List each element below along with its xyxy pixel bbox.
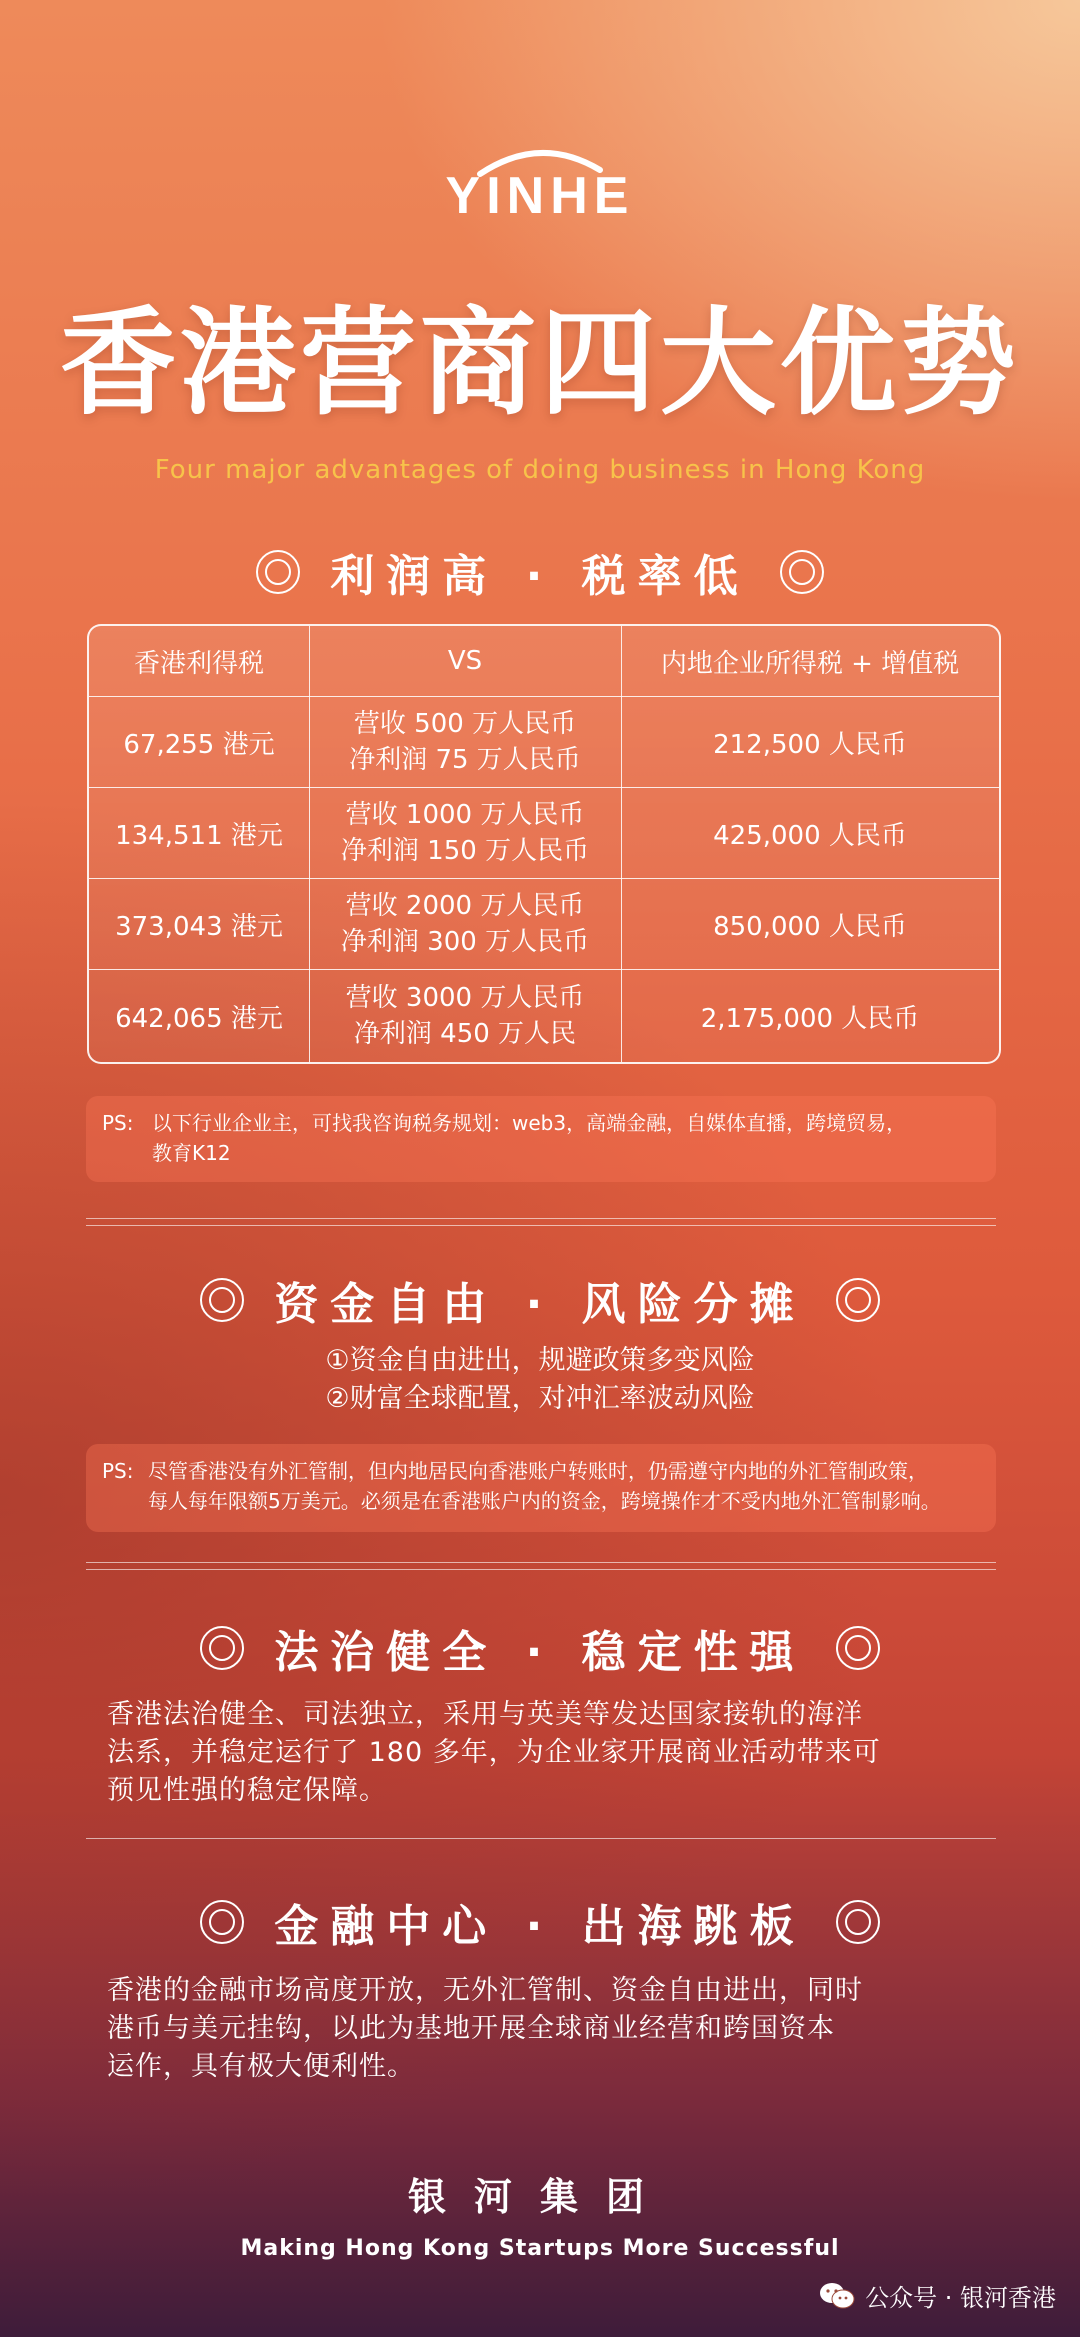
- income-cell: [309, 879, 621, 969]
- mainland-tax-cell: 850,000 人民币: [713, 911, 907, 942]
- column-header: VS: [447, 646, 483, 676]
- ring-icon: [836, 1278, 880, 1322]
- section-heading-law: [0, 1616, 1080, 1680]
- section-heading-text: 利润高 · 税率低: [330, 551, 750, 602]
- income-cell: [309, 970, 621, 1062]
- table-row: [89, 788, 999, 878]
- hk-tax-cell: 134,511 港元: [115, 820, 283, 851]
- revenue-text: 营收 1000 万人民币: [345, 800, 585, 830]
- ps-line: 尽管香港没有外汇管制，但内地居民向香港账户转账时，仍需遵守内地的外汇管制政策，: [148, 1459, 928, 1483]
- capital-list: [0, 1342, 1080, 1418]
- list-item: ②财富全球配置，对冲汇率波动风险: [325, 1383, 755, 1414]
- revenue-text: 营收 2000 万人民币: [345, 891, 585, 921]
- ring-icon: [780, 550, 824, 594]
- ring-icon: [836, 1900, 880, 1944]
- section-divider: [86, 1838, 996, 1840]
- ps-line: 每人每年限额5万美元。必须是在香港账户内的资金，跨境操作才不受内地外汇管制影响。: [148, 1489, 941, 1513]
- profit-text: 净利润 75 万人民币: [349, 745, 581, 775]
- brand-logo: [430, 140, 650, 225]
- paragraph-line: 法系，并稳定运行了 180 多年，为企业家开展商业活动带来可: [107, 1737, 881, 1768]
- tax-comparison-table: [87, 624, 1001, 1064]
- ring-icon: [836, 1626, 880, 1670]
- table-row: [89, 697, 999, 787]
- law-paragraph: [107, 1696, 987, 1810]
- ps-note-tax: [86, 1096, 996, 1182]
- column-header: 内地企业所得税 + 增值税: [660, 648, 960, 679]
- ring-icon: [256, 550, 300, 594]
- section-heading-capital: [0, 1268, 1080, 1332]
- paragraph-line: 港币与美元挂钩，以此为基地开展全球商业经营和跨国资本: [107, 2013, 835, 2044]
- logo-text: YINHE: [445, 167, 635, 225]
- table-row: [89, 970, 999, 1062]
- finance-paragraph: [107, 1972, 987, 2086]
- income-cell: [309, 697, 621, 787]
- ring-icon: [200, 1278, 244, 1322]
- section-heading-finance: [0, 1890, 1080, 1954]
- profit-text: 净利润 450 万人民: [353, 1019, 577, 1049]
- company-slogan: Making Hong Kong Startups More Successful: [240, 2236, 840, 2261]
- mainland-tax-cell: 425,000 人民币: [713, 820, 907, 851]
- ps-label: PS:: [102, 1111, 134, 1135]
- ps-note-forex: [86, 1444, 996, 1532]
- section-divider: [86, 1218, 996, 1226]
- section-heading-text: 法治健全 · 稳定性强: [274, 1627, 806, 1678]
- section-heading-profit: [0, 540, 1080, 604]
- section-heading-text: 金融中心 · 出海跳板: [274, 1901, 806, 1952]
- wechat-icon: [819, 2282, 855, 2310]
- ring-icon: [200, 1626, 244, 1670]
- revenue-text: 营收 500 万人民币: [353, 709, 577, 739]
- hk-tax-cell: 67,255 港元: [123, 729, 275, 760]
- wechat-account[interactable]: [819, 2278, 1056, 2313]
- profit-text: 净利润 150 万人民币: [340, 836, 590, 866]
- table-header-row: [89, 626, 999, 696]
- paragraph-line: 运作，具有极大便利性。: [107, 2051, 415, 2082]
- hk-tax-cell: 642,065 港元: [115, 1003, 283, 1034]
- list-item: ①资金自由进出，规避政策多变风险: [325, 1345, 755, 1376]
- table-row: [89, 879, 999, 969]
- paragraph-line: 香港法治健全、司法独立，采用与英美等发达国家接轨的海洋: [107, 1699, 863, 1730]
- paragraph-line: 预见性强的稳定保障。: [107, 1775, 387, 1806]
- section-heading-text: 资金自由 · 风险分摊: [274, 1279, 806, 1330]
- mainland-tax-cell: 2,175,000 人民币: [700, 1003, 920, 1034]
- ring-icon: [200, 1900, 244, 1944]
- column-header: 香港利得税: [133, 648, 264, 679]
- section-divider: [86, 1562, 996, 1570]
- wechat-label: 公众号 · 银河香港: [865, 2284, 1056, 2312]
- ps-label: PS:: [102, 1459, 134, 1483]
- page-subtitle: Four major advantages of doing business in Hong Kong: [154, 455, 926, 485]
- hk-tax-cell: 373,043 港元: [115, 911, 283, 942]
- revenue-text: 营收 3000 万人民币: [345, 983, 585, 1013]
- mainland-tax-cell: 212,500 人民币: [713, 729, 907, 760]
- page-title: 香港营商四大优势: [60, 295, 1020, 431]
- paragraph-line: 香港的金融市场高度开放，无外汇管制、资金自由进出，同时: [107, 1975, 863, 2006]
- income-cell: [309, 788, 621, 878]
- profit-text: 净利润 300 万人民币: [340, 927, 590, 957]
- company-name: 银河集团: [407, 2175, 672, 2219]
- ps-line: 教育K12: [152, 1141, 231, 1165]
- ps-line: 以下行业企业主，可找我咨询税务规划：web3，高端金融，自媒体直播，跨境贸易，: [152, 1111, 907, 1135]
